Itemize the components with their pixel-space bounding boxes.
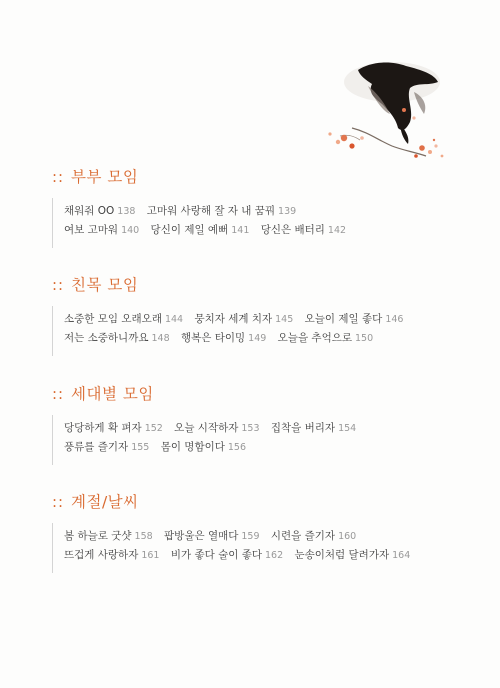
divider-line <box>52 523 53 573</box>
toc-entry[interactable] <box>278 332 373 344</box>
page-number: 154 <box>338 423 357 434</box>
entry-title: 뜨겁게 사랑하자 <box>64 549 139 561</box>
section-generation-meeting <box>52 382 472 457</box>
page-number: 146 <box>385 314 404 325</box>
section-entries <box>52 527 472 565</box>
toc-entry[interactable] <box>64 332 170 344</box>
page-number: 160 <box>338 531 357 542</box>
entry-title: 뭉치자 세계 치자 <box>194 313 273 325</box>
section-entries <box>52 202 472 240</box>
entry-title: 오늘 시작하자 <box>174 422 239 434</box>
section-marker: :: <box>52 168 65 186</box>
section-entries <box>52 310 472 348</box>
toc-entry[interactable] <box>164 530 259 542</box>
entry-title: 행복은 타이밍 <box>180 332 246 344</box>
page-number: 150 <box>355 333 374 344</box>
entry-title: 고마워 사랑해 잘 자 내 꿈꿔 <box>146 205 276 217</box>
page-number: 142 <box>327 225 347 236</box>
toc-entry[interactable] <box>271 530 356 542</box>
toc-entry[interactable] <box>305 313 404 325</box>
entry-title: 비가 좋다 술이 좋다 <box>170 549 262 561</box>
toc-entry[interactable] <box>181 332 266 344</box>
section-title <box>52 490 472 514</box>
page-number: 161 <box>141 550 160 561</box>
page-number: 159 <box>241 531 260 542</box>
entry-title: 몸이 명함이다 <box>160 441 225 453</box>
page-number: 139 <box>278 206 297 217</box>
entry-line <box>64 310 472 329</box>
page-number: 148 <box>151 333 170 344</box>
section-title <box>52 165 472 189</box>
section-marker: :: <box>52 385 65 403</box>
entry-line <box>64 438 472 457</box>
toc-entry[interactable] <box>64 205 135 217</box>
ink-plum-blossom-illustration <box>318 52 448 160</box>
page-number: 156 <box>227 442 247 453</box>
section-title <box>52 382 472 406</box>
section-title-text: 부부 모임 <box>71 168 139 186</box>
entry-title: 당신이 제일 예뻐 <box>150 224 229 236</box>
page-number: 144 <box>164 314 184 325</box>
entry-title: 저는 소중하니까요 <box>64 332 149 344</box>
page-number: 138 <box>117 206 136 217</box>
page-number: 149 <box>248 333 267 344</box>
page-number: 153 <box>241 423 260 434</box>
toc-entry[interactable] <box>64 530 153 542</box>
section-title-text: 친목 모임 <box>71 276 139 294</box>
entry-title: 시련을 즐기자 <box>270 530 336 542</box>
toc-entry[interactable] <box>151 224 250 236</box>
toc-entry[interactable] <box>64 549 159 561</box>
entry-title: 당신은 배터리 <box>260 224 325 236</box>
page-number: 141 <box>231 225 250 236</box>
toc-entry[interactable] <box>174 422 259 434</box>
entry-title: 팝방울은 열매다 <box>164 530 239 542</box>
entry-title: 채워줘 OO <box>64 205 115 217</box>
entry-title: 봄 하늘로 굿샷 <box>64 530 132 542</box>
toc-entry[interactable] <box>271 422 356 434</box>
page-number: 155 <box>131 442 150 453</box>
section-marker: :: <box>52 276 65 294</box>
entry-line <box>64 527 472 546</box>
page-number: 152 <box>144 423 163 434</box>
entry-line <box>64 329 472 348</box>
section-entries <box>52 419 472 457</box>
section-title <box>52 273 472 297</box>
toc-entry[interactable] <box>64 313 183 325</box>
toc-entry[interactable] <box>64 422 163 434</box>
page-number: 140 <box>121 225 140 236</box>
page-number: 164 <box>392 550 411 561</box>
entry-line <box>64 419 472 438</box>
section-marker: :: <box>52 493 65 511</box>
toc-entry[interactable] <box>171 549 283 561</box>
toc-entry[interactable] <box>294 549 410 561</box>
entry-line <box>64 221 472 240</box>
divider-line <box>52 306 53 356</box>
toc-entry[interactable] <box>64 224 139 236</box>
entry-title: 집착을 버리자 <box>270 422 336 434</box>
section-title-text: 세대별 모임 <box>71 385 154 403</box>
section-couple-meeting <box>52 165 472 240</box>
section-friendship-meeting <box>52 273 472 348</box>
entry-title: 풍류를 즐기자 <box>64 441 129 453</box>
entry-title: 오늘이 제일 좋다 <box>304 313 383 325</box>
section-title-text: 계절/날씨 <box>71 493 139 511</box>
section-season-weather <box>52 490 472 565</box>
entry-line <box>64 546 472 565</box>
entry-title: 눈송이처럼 달려가자 <box>294 549 390 561</box>
toc-entry[interactable] <box>147 205 296 217</box>
toc-entry[interactable] <box>161 441 246 453</box>
toc-entry[interactable] <box>194 313 293 325</box>
divider-line <box>52 198 53 248</box>
entry-title: 여보 고마워 <box>64 224 119 236</box>
entry-title: 소중한 모임 오래오래 <box>64 313 162 325</box>
page-number: 145 <box>275 314 294 325</box>
page-number: 158 <box>134 531 153 542</box>
entry-title: 당당하게 확 펴자 <box>64 422 142 434</box>
divider-line <box>52 415 53 465</box>
toc-entry[interactable] <box>64 441 149 453</box>
entry-title: 오늘을 추억으로 <box>277 332 352 344</box>
page-number: 162 <box>265 550 284 561</box>
entry-line <box>64 202 472 221</box>
toc-entry[interactable] <box>261 224 346 236</box>
